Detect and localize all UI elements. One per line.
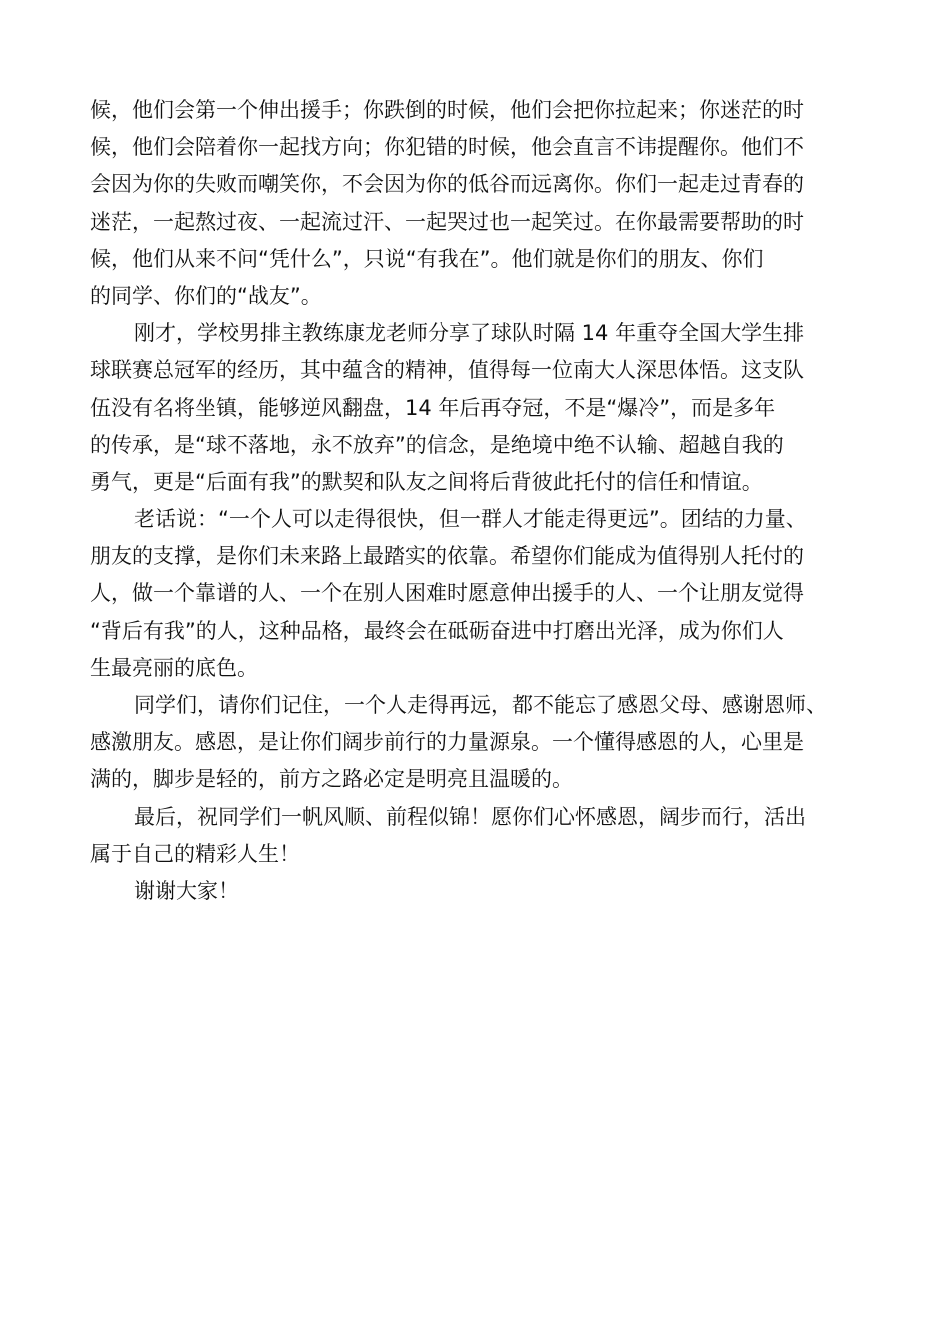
text-line: 满的，脚步是轻的，前方之路必定是明亮且温暖的。 [90,767,573,792]
text-line: 候，他们会第一个伸出援手；你跌倒的时候，他们会把你拉起来；你迷茫的时 [90,98,804,122]
paragraph-start-line: 刚才，学校男排主教练康龙老师分享了球队时隔 14 年重夺全国大学生排 [134,321,805,346]
paragraph-start-line: 同学们，请你们记住，一个人走得再远，都不能忘了感恩父母、感谢恩师、 [134,693,827,717]
text-line: 朋友的支撑，是你们未来路上最踏实的依靠。希望你们能成为值得别人托付的 [90,544,804,569]
text-line: 的传承，是“球不落地，永不放弃”的信念，是绝境中绝不认输、超越自我的 [90,432,784,457]
paragraph-start-line: 老话说：“一个人可以走得很快，但一群人才能走得更远”。团结的力量、 [134,507,807,532]
text-line: 候，他们会陪着你一起找方向；你犯错的时候，他会直言不讳提醒你。他们不 [90,135,804,160]
text-line: 勇气，更是“后面有我”的默契和队友之间将后背彼此托付的信任和情谊。 [90,469,763,494]
text-line: 候，他们从来不问“凭什么”，只说“有我在”。他们就是你们的朋友、你们 [90,246,764,271]
text-line: 属于自己的精彩人生！ [90,841,300,866]
text-line: 球联赛总冠军的经历，其中蕴含的精神，值得每一位南大人深思体悟。这支队 [90,358,804,383]
text-line: 人，做一个靠谱的人、一个在别人困难时愿意伸出援手的人、一个让朋友觉得 [90,581,804,606]
text-line: “背后有我”的人，这种品格，最终会在砥砺奋进中打磨出光泽，成为你们人 [90,618,784,643]
text-line: 伍没有名将坐镇，能够逆风翻盘，14 年后再夺冠，不是“爆冷”，而是多年 [90,395,776,420]
text-line: 感激朋友。感恩，是让你们阔步前行的力量源泉。一个懂得感恩的人，心里是 [90,730,804,755]
text-line: 迷茫，一起熬过夜、一起流过汗、一起哭过也一起笑过。在你最需要帮助的时 [90,209,804,234]
paragraph-start-line: 最后，祝同学们一帆风顺、前程似锦！愿你们心怀感恩，阔步而行，活出 [134,804,806,829]
closing-line: 谢谢大家！ [134,878,239,903]
text-line: 生最亮丽的底色。 [90,655,258,680]
speech-text [90,92,880,910]
text-line: 会因为你的失败而嘲笑你，不会因为你的低谷而远离你。你们一起走过青春的 [90,172,804,197]
text-line: 的同学、你们的“战友”。 [90,283,322,308]
